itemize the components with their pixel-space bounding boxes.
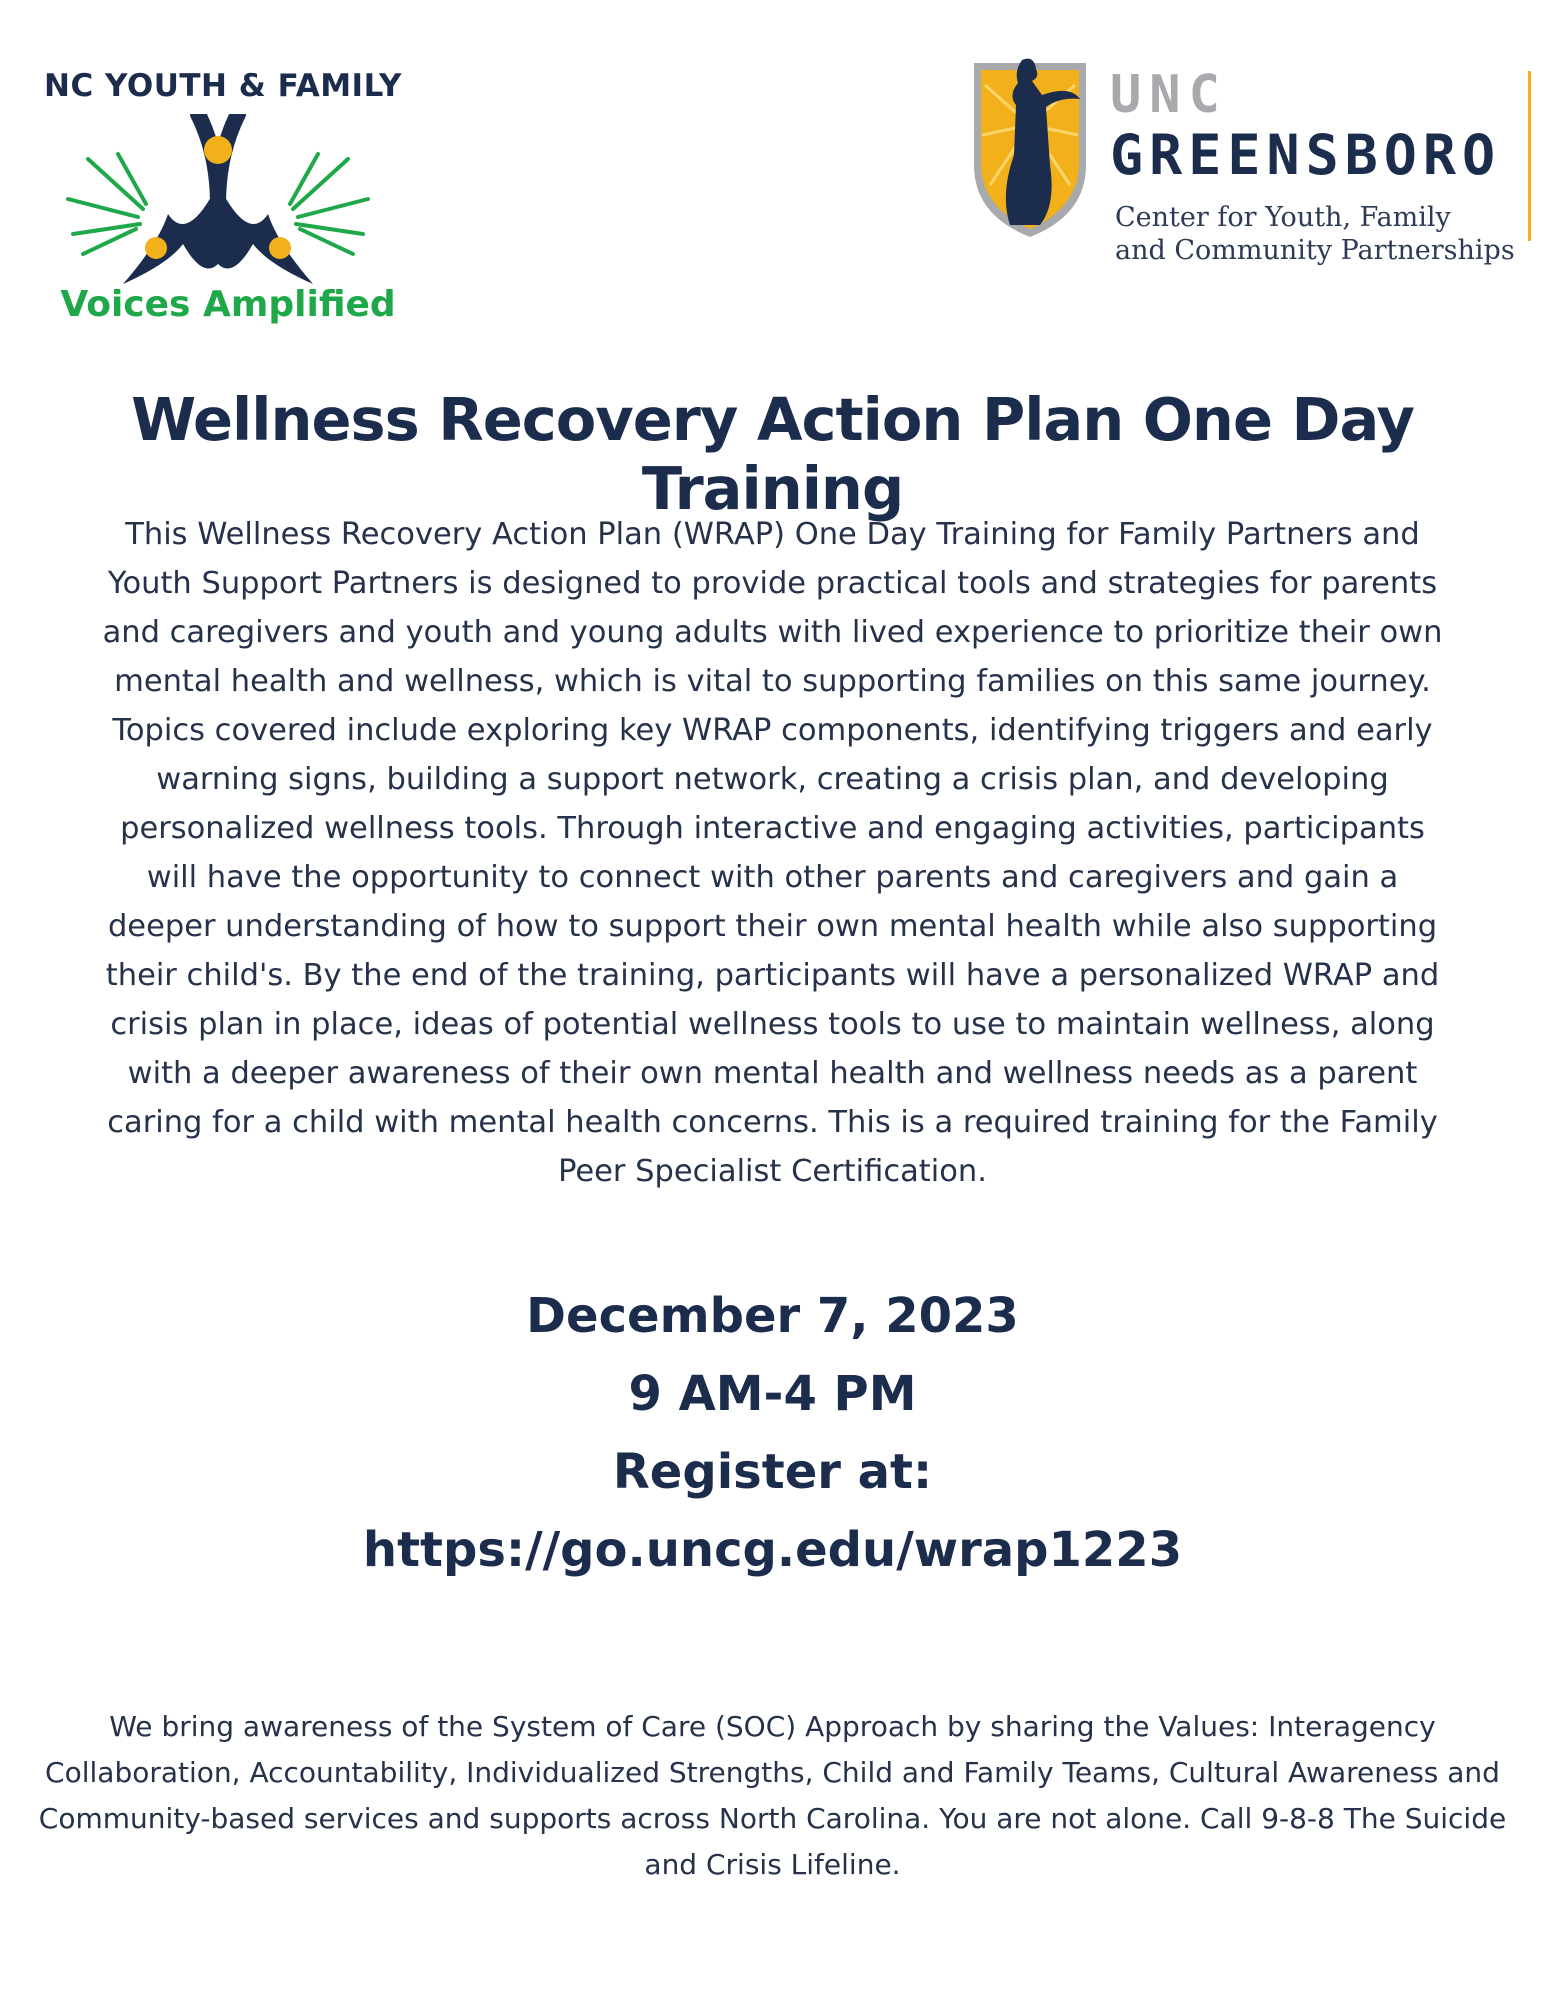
logo-org-name: NC YOUTH & FAMILY	[44, 68, 402, 104]
logo-tagline: Voices Amplified	[60, 284, 396, 325]
description-paragraph: This Wellness Recovery Action Plan (WRAP) One Day Training for Family Partners and Youth Support Partners is designed to provide practical tools and strategies for parents and caregivers and youth and young adults with lived experience to prioritize their own mental health and wellness, which is vital to supporting families on this same journey. Topics covered include exploring key WRAP components, identifying triggers and early warning signs, building a support network, creating a crisis plan, and developing personalized wellness tools. Through interactive and engaging activities, participants will have the opportunity to connect with other parents and caregivers and gain a deeper understanding of how to support their own mental health while also supporting their child's. By the end of the training, participants will have a personalized WRAP and crisis plan in place, ideas of potential wellness tools to use to maintain wellness, along with a deeper awareness of their own mental health and wellness needs as a parent caring for a child with mental health concerns. This is a required training for the Family Peer Specialist Certification.	[102, 517, 1443, 1189]
uncg-line2: GREENSBORO	[1110, 123, 1502, 187]
uncg-logo	[970, 55, 1540, 295]
center-name-line1: Center for Youth, Family	[1115, 202, 1451, 233]
registration-link[interactable]: https://go.uncg.edu/wrap1223	[362, 1522, 1183, 1578]
gold-rule	[1528, 71, 1531, 241]
center-name-line2: and Community Partnerships	[1115, 235, 1515, 266]
register-label: Register at:	[612, 1444, 933, 1500]
page-title: Wellness Recovery Action Plan One Day Training	[131, 385, 1414, 523]
uncg-line1: UNC	[1110, 65, 1228, 125]
event-date: December 7, 2023	[526, 1288, 1019, 1344]
minerva-shield-icon	[970, 55, 1090, 240]
nc-youth-family-logo	[28, 62, 428, 342]
people-rays-logo-icon	[48, 114, 388, 284]
event-time: 9 AM-4 PM	[628, 1366, 917, 1422]
footer-soc-statement: We bring awareness of the System of Care (SOC) Approach by sharing the Values: Interagency Collaboration, Accountability, Individualized Strengths, Child and Family Teams, Cultural Awareness and Community-based services and supports across North Carolina. You are not alone. Call 9-8-8 The Suicide and Crisis Lifeline.	[38, 1710, 1507, 1881]
uncg-center-name	[1115, 201, 1515, 267]
